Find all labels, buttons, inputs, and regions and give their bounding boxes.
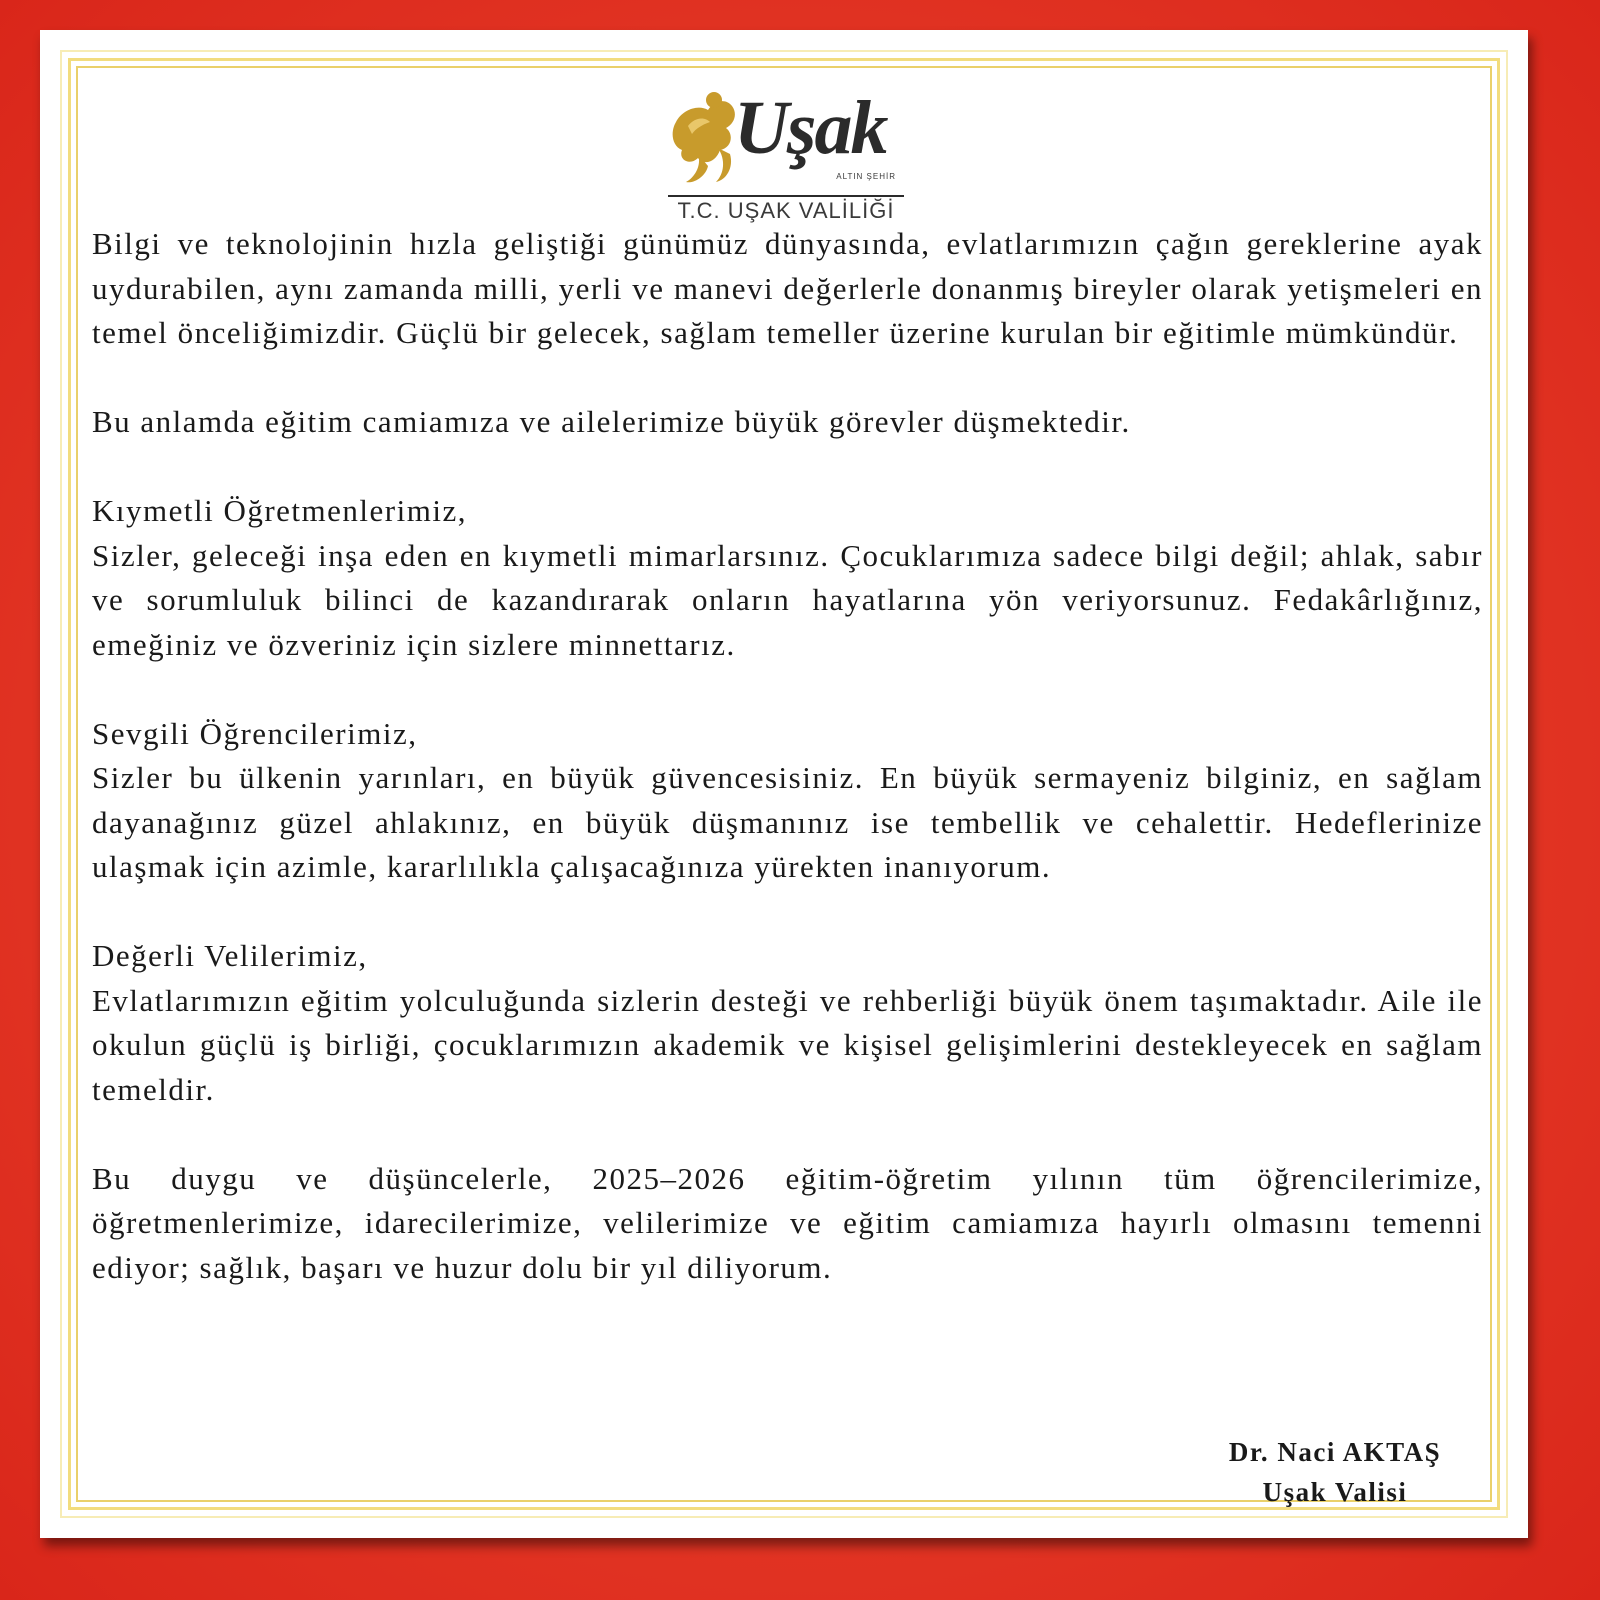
signature-block bbox=[1140, 1432, 1530, 1512]
letter-body bbox=[92, 222, 1483, 1335]
intro-paragraph: Bilgi ve teknolojinin hızla geliştiği günümüz dünyasında, evlatlarımızın çağın gereklerine ayak uydurabilen, aynı zamanda milli, yerli ve manevi değerlerle donanmış bireyler olarak yetişmeleri en temel önceliğimizdir. Güçlü bir gelecek, sağlam temeller üzerine kurulan bir eğitimle mümkündür. bbox=[92, 226, 1483, 350]
teachers-body: Sizler, geleceği inşa eden en kıymetli mimarlarsınız. Çocuklarımıza sadece bilgi değil; ahlak, sabır ve sorumluluk bilinci de kazandırarak onların hayatlarına yön veriyorsunuz. Fedakârlığınız, emeğiniz ve özveriniz için sizlere minnettarız. bbox=[92, 537, 1483, 662]
parents-greeting: Değerli Velilerimiz, bbox=[92, 938, 368, 973]
signature-name: Dr. Naci AKTAŞ bbox=[1228, 1437, 1442, 1467]
signature-title: Uşak Valisi bbox=[1262, 1477, 1408, 1507]
parents-section bbox=[92, 934, 1483, 1112]
students-section bbox=[92, 712, 1483, 890]
logo-tagline: ALTIN ŞEHİR bbox=[836, 172, 896, 181]
teachers-greeting: Kıymetli Öğretmenlerimiz, bbox=[92, 493, 467, 528]
letter-card bbox=[40, 30, 1528, 1538]
closing-paragraph: Bu duygu ve düşüncelerle, 2025–2026 eğitim-öğretim yılının tüm öğrencilerimize, öğretmenlerimize, idarecilerimize, velilerimize ve eğitim camiamıza hayırlı olmasını temenni ediyor; sağlık, başarı ve huzur dolu bir yıl diliyorum. bbox=[92, 1160, 1483, 1285]
teachers-section bbox=[92, 489, 1483, 667]
duty-paragraph: Bu anlamda eğitim camiamıza ve ailelerimize büyük görevler düşmektedir. bbox=[92, 404, 1131, 439]
students-body: Sizler bu ülkenin yarınları, en büyük güvencesisiniz. En büyük sermayeniz bilginiz, en sağlam dayanağınız güzel ahlakınız, en büyük düşmanınız ise tembellik ve cehalettir. Hedeflerinize ulaşmak için azimle, kararlılıkla çalışacağınıza yürekten inanıyorum. bbox=[92, 760, 1483, 884]
logo-wordmark: Uşak bbox=[734, 86, 887, 170]
students-greeting: Sevgili Öğrencilerimiz, bbox=[92, 715, 418, 751]
usak-governorship-logo bbox=[668, 70, 904, 240]
logo-institution: T.C. UŞAK VALİLİĞİ bbox=[677, 198, 895, 223]
parents-body: Evlatlarımızın eğitim yolculuğunda sizlerin desteği ve rehberliği büyük önem taşımaktadır. Aile ile okulun güçlü iş birliği, çocuklarımızın akademik ve kişisel gelişimlerini destekleyecek en sağlam temeldir. bbox=[92, 982, 1483, 1107]
